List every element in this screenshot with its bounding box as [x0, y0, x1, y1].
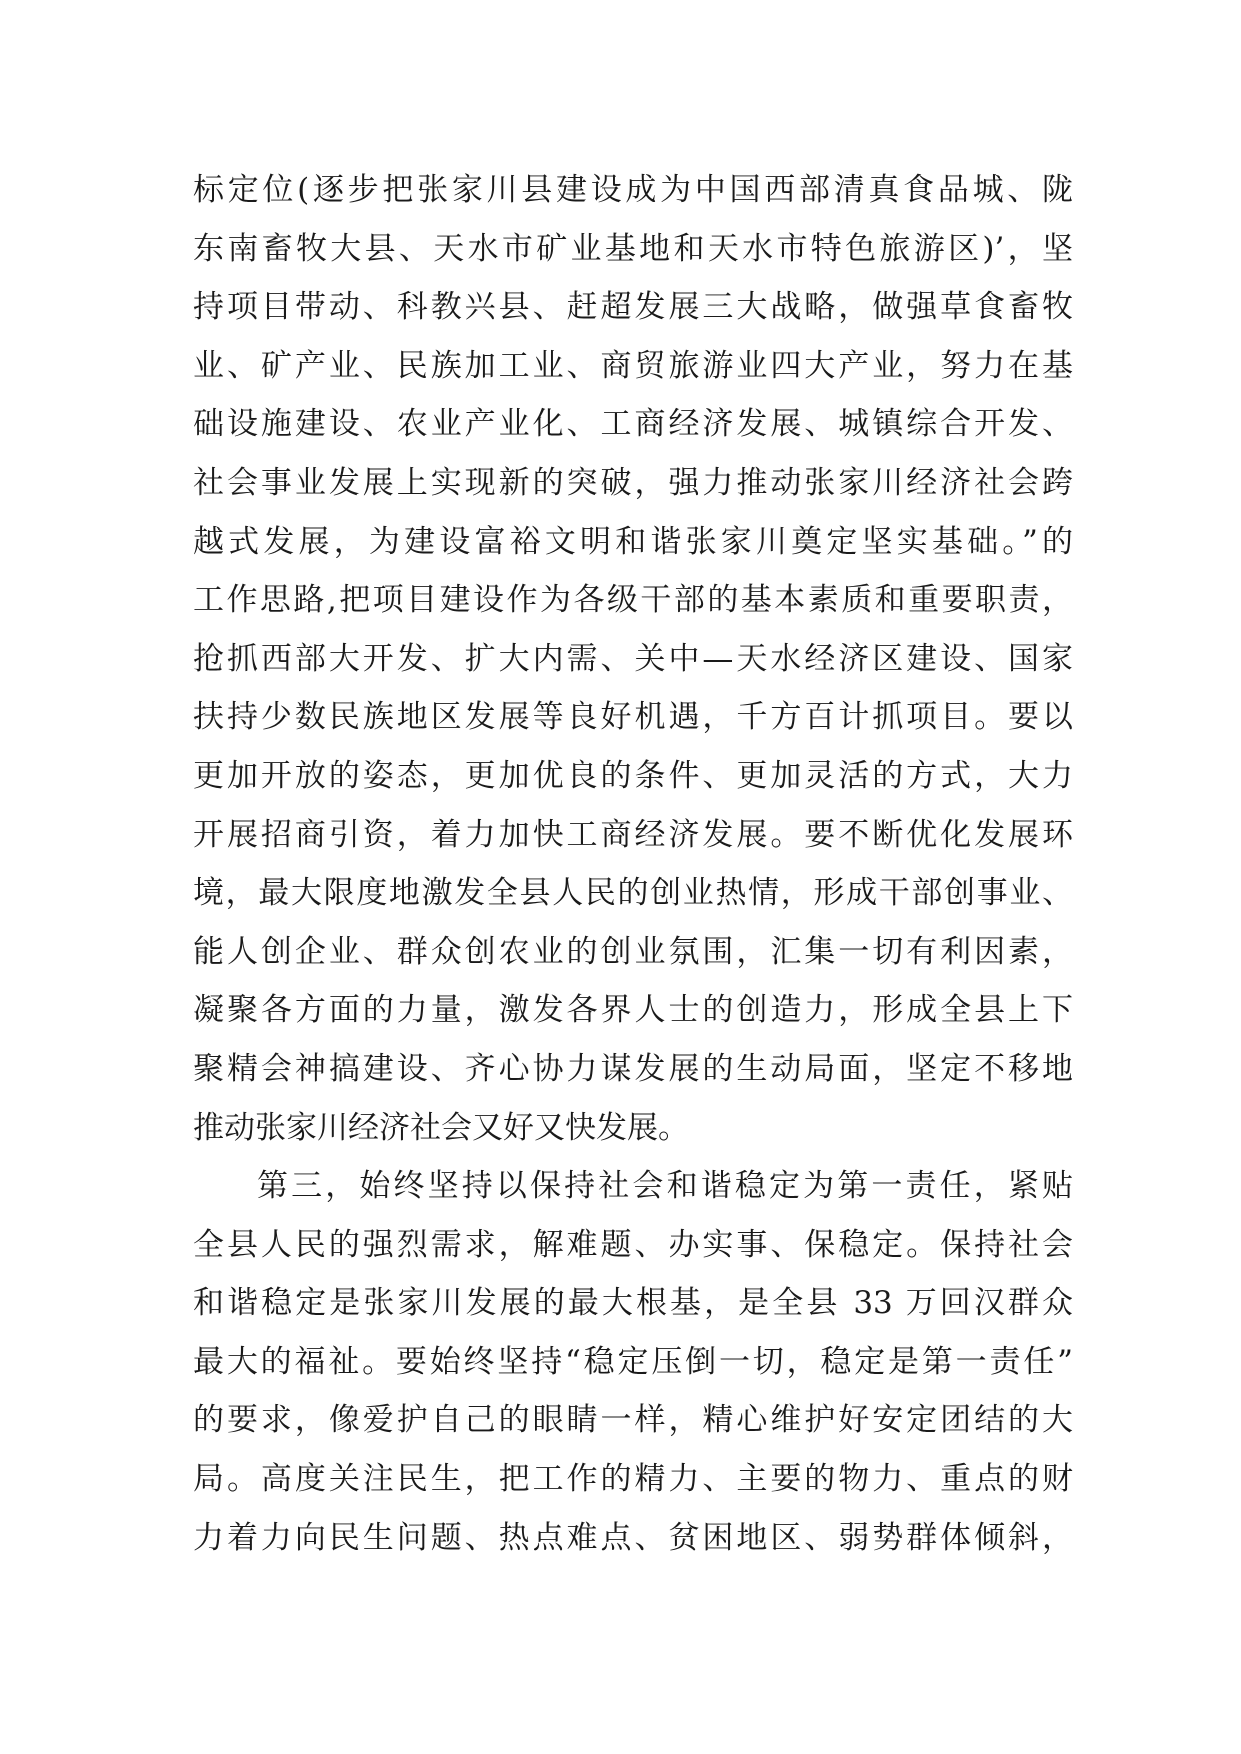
paragraph-2 [193, 1157, 1073, 1567]
text-line: 社会事业发展上实现新的突破，强力推动张家川经济社会跨 [193, 464, 1073, 501]
text-line: 凝聚各方面的力量，激发各界人士的创造力，形成全县上下 [193, 992, 1073, 1029]
text-line: 最大的福祉。要始终坚持“稳定压倒一切，稳定是第一责任” [193, 1343, 1073, 1380]
text-line: 推动张家川经济社会又好又快发展。 [193, 1109, 689, 1146]
text-line: 更加开放的姿态，更加优良的条件、更加灵活的方式，大力 [193, 757, 1073, 794]
text-line: 局。高度关注民生，把工作的精力、主要的物力、重点的财 [193, 1461, 1073, 1498]
text-line: 标定位(逐步把张家川县建设成为中国西部清真食品城、陇 [193, 172, 1073, 208]
text-line: 聚精会神搞建设、齐心协力谋发展的生动局面，坚定不移地 [193, 1050, 1073, 1087]
text-line: 础设施建设、农业产业化、工商经济发展、城镇综合开发、 [193, 406, 1073, 443]
text-line: 抢抓西部大开发、扩大内需、关中—天水经济区建设、国家 [193, 640, 1073, 677]
text-line: 工作思路,把项目建设作为各级干部的基本素质和重要职责， [193, 582, 1073, 619]
text-line: 全县人民的强烈需求，解难题、办实事、保稳定。保持社会 [193, 1226, 1073, 1263]
text-line: 开展招商引资，着力加快工商经济发展。要不断优化发展环 [193, 816, 1073, 853]
body-text [193, 161, 1073, 1567]
text-line: 的要求，像爱护自己的眼睛一样，精心维护好安定团结的大 [193, 1402, 1073, 1439]
text-line: 境，最大限度地激发全县人民的创业热情，形成干部创事业、 [193, 875, 1073, 912]
text-line: 持项目带动、科教兴县、赶超发展三大战略，做强草食畜牧 [193, 289, 1073, 326]
text-line: 和谐稳定是张家川发展的最大根基，是全县 33 万回汉群众 [193, 1285, 1073, 1322]
text-line: 业、矿产业、民族加工业、商贸旅游业四大产业，努力在基 [193, 347, 1073, 384]
text-line: 越式发展，为建设富裕文明和谐张家川奠定坚实基础。”的 [193, 523, 1073, 560]
text-line: 东南畜牧大县、天水市矿业基地和天水市特色旅游区)’，坚 [193, 230, 1073, 267]
text-line: 扶持少数民族地区发展等良好机遇，千方百计抓项目。要以 [193, 699, 1073, 736]
text-line: 第三，始终坚持以保持社会和谐稳定为第一责任，紧贴 [257, 1168, 1073, 1205]
paragraph-1 [193, 161, 1073, 1157]
text-line: 力着力向民生问题、热点难点、贫困地区、弱势群体倾斜， [193, 1519, 1073, 1556]
text-line: 能人创企业、群众创农业的创业氛围，汇集一切有利因素， [193, 933, 1073, 970]
